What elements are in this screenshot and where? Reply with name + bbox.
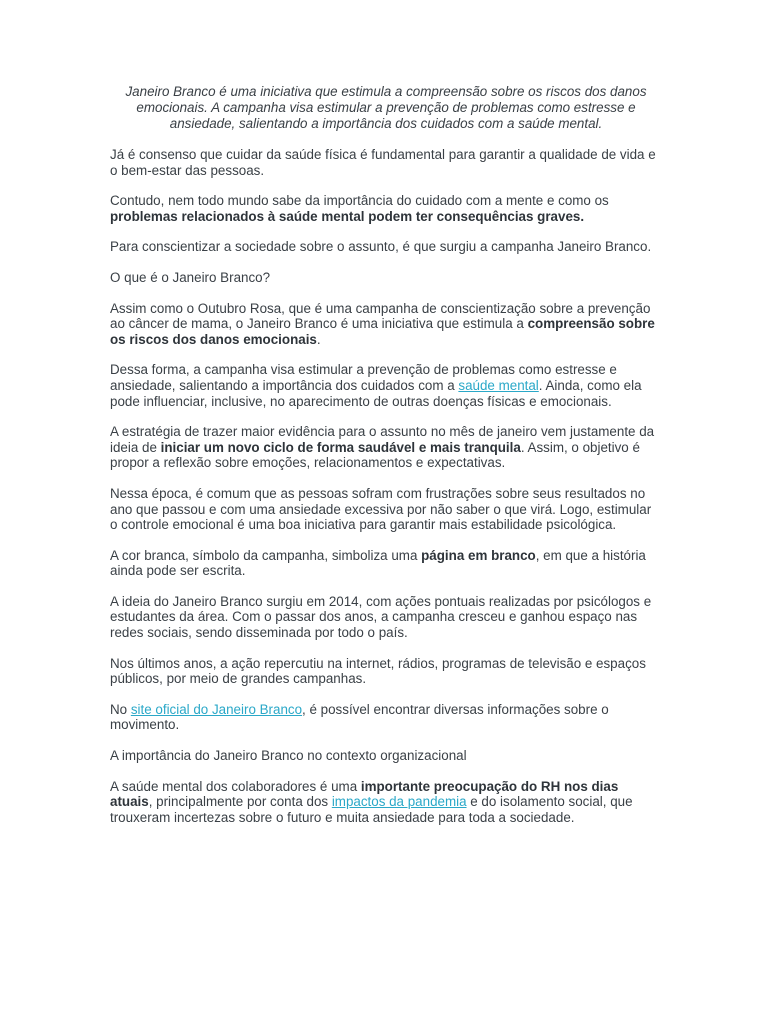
paragraph-text: . Assim, o objetivo é propor a reflexão sobre emoções, relacionamentos e expectativas. xyxy=(110,439,640,471)
site-oficial-link[interactable]: site oficial do Janeiro Branco xyxy=(130,701,303,717)
paragraph: Nos últimos anos, a ação repercutiu na internet, rádios, programas de televisão e espaços públicos, por meio de grandes campanhas. xyxy=(110,655,646,687)
paragraph xyxy=(110,362,662,409)
paragraph xyxy=(110,702,662,733)
paragraph-text: . Ainda, como ela pode influenciar, inclusive, no aparecimento de outras doenças físicas e emocionais. xyxy=(110,377,642,409)
intro-summary: Janeiro Branco é uma iniciativa que estimula a compreensão sobre os riscos dos danos emocionais. A campanha visa estimular a prevenção de problemas como estresse e ansiedade, salientando a importância dos cuidados com a saúde mental. xyxy=(125,84,647,131)
paragraph-text: Dessa forma, a campanha visa estimular a prevenção de problemas como estresse e ansiedade, salientando a importância dos cuidados com a xyxy=(110,362,617,393)
paragraph-emphasis: iniciar um novo ciclo de forma saudável e mais tranquila xyxy=(160,439,521,455)
saude-mental-link[interactable]: saúde mental xyxy=(458,377,539,393)
section-heading: O que é o Janeiro Branco? xyxy=(110,269,271,285)
paragraph-emphasis: importante preocupação do RH nos dias atuais xyxy=(110,778,619,810)
section-heading: A importância do Janeiro Branco no contexto organizacional xyxy=(110,748,467,764)
paragraph-text: A estratégia de trazer maior evidência para o assunto no mês de janeiro vem justamente da ideia de xyxy=(110,424,655,455)
paragraph-emphasis: compreensão sobre os riscos dos danos emocionais xyxy=(110,316,655,347)
paragraph: Nessa época, é comum que as pessoas sofram com frustrações sobre seus resultados no ano que passou e com uma ansiedade excessiva por não saber o que virá. Logo, estimular o controle emocional é uma boa iniciativa para garantir mais estabilidade psicológica. xyxy=(110,485,652,533)
paragraph xyxy=(110,193,662,224)
paragraph: Já é consenso que cuidar da saúde física é fundamental para garantir a qualidade de vida e o bem-estar das pessoas. xyxy=(110,147,656,178)
paragraph-text: Contudo, nem todo mundo sabe da importância do cuidado com a mente e como os xyxy=(110,193,609,209)
paragraph-text: No xyxy=(110,701,131,717)
paragraph-text: A saúde mental dos colaboradores é uma xyxy=(110,778,361,794)
paragraph-text: Assim como o Outubro Rosa, que é uma campanha de conscientização sobre a prevenção ao câncer de mama, o Janeiro Branco é uma iniciativa que estimula a xyxy=(110,300,651,332)
impactos-pandemia-link[interactable]: impactos da pandemia xyxy=(331,794,467,810)
paragraph-text: e do isolamento social, que trouxeram incertezas sobre o futuro e muita ansiedade para toda a sociedade. xyxy=(110,794,633,825)
paragraph xyxy=(110,424,662,471)
paragraph-text: , em que a história ainda pode ser escrita. xyxy=(110,547,646,579)
paragraph-emphasis: problemas relacionados à saúde mental podem ter consequências graves. xyxy=(110,208,585,224)
paragraph xyxy=(110,779,662,826)
paragraph xyxy=(110,548,662,579)
paragraph-text: , principalmente por conta dos xyxy=(148,794,332,810)
paragraph-text: A cor branca, símbolo da campanha, simboliza uma xyxy=(110,547,422,563)
paragraph: A ideia do Janeiro Branco surgiu em 2014, com ações pontuais realizadas por psicólogos e estudantes da área. Com o passar dos anos, a campanha cresceu e ganhou espaço nas redes sociais, sendo disseminada por todo o país. xyxy=(110,593,652,641)
paragraph xyxy=(110,301,662,348)
document-body xyxy=(110,84,662,840)
paragraph-text: . xyxy=(316,331,321,347)
paragraph-emphasis: página em branco xyxy=(421,547,536,563)
paragraph: Para conscientizar a sociedade sobre o assunto, é que surgiu a campanha Janeiro Branco. xyxy=(110,239,652,255)
paragraph-text: , é possível encontrar diversas informações sobre o movimento. xyxy=(110,701,609,733)
